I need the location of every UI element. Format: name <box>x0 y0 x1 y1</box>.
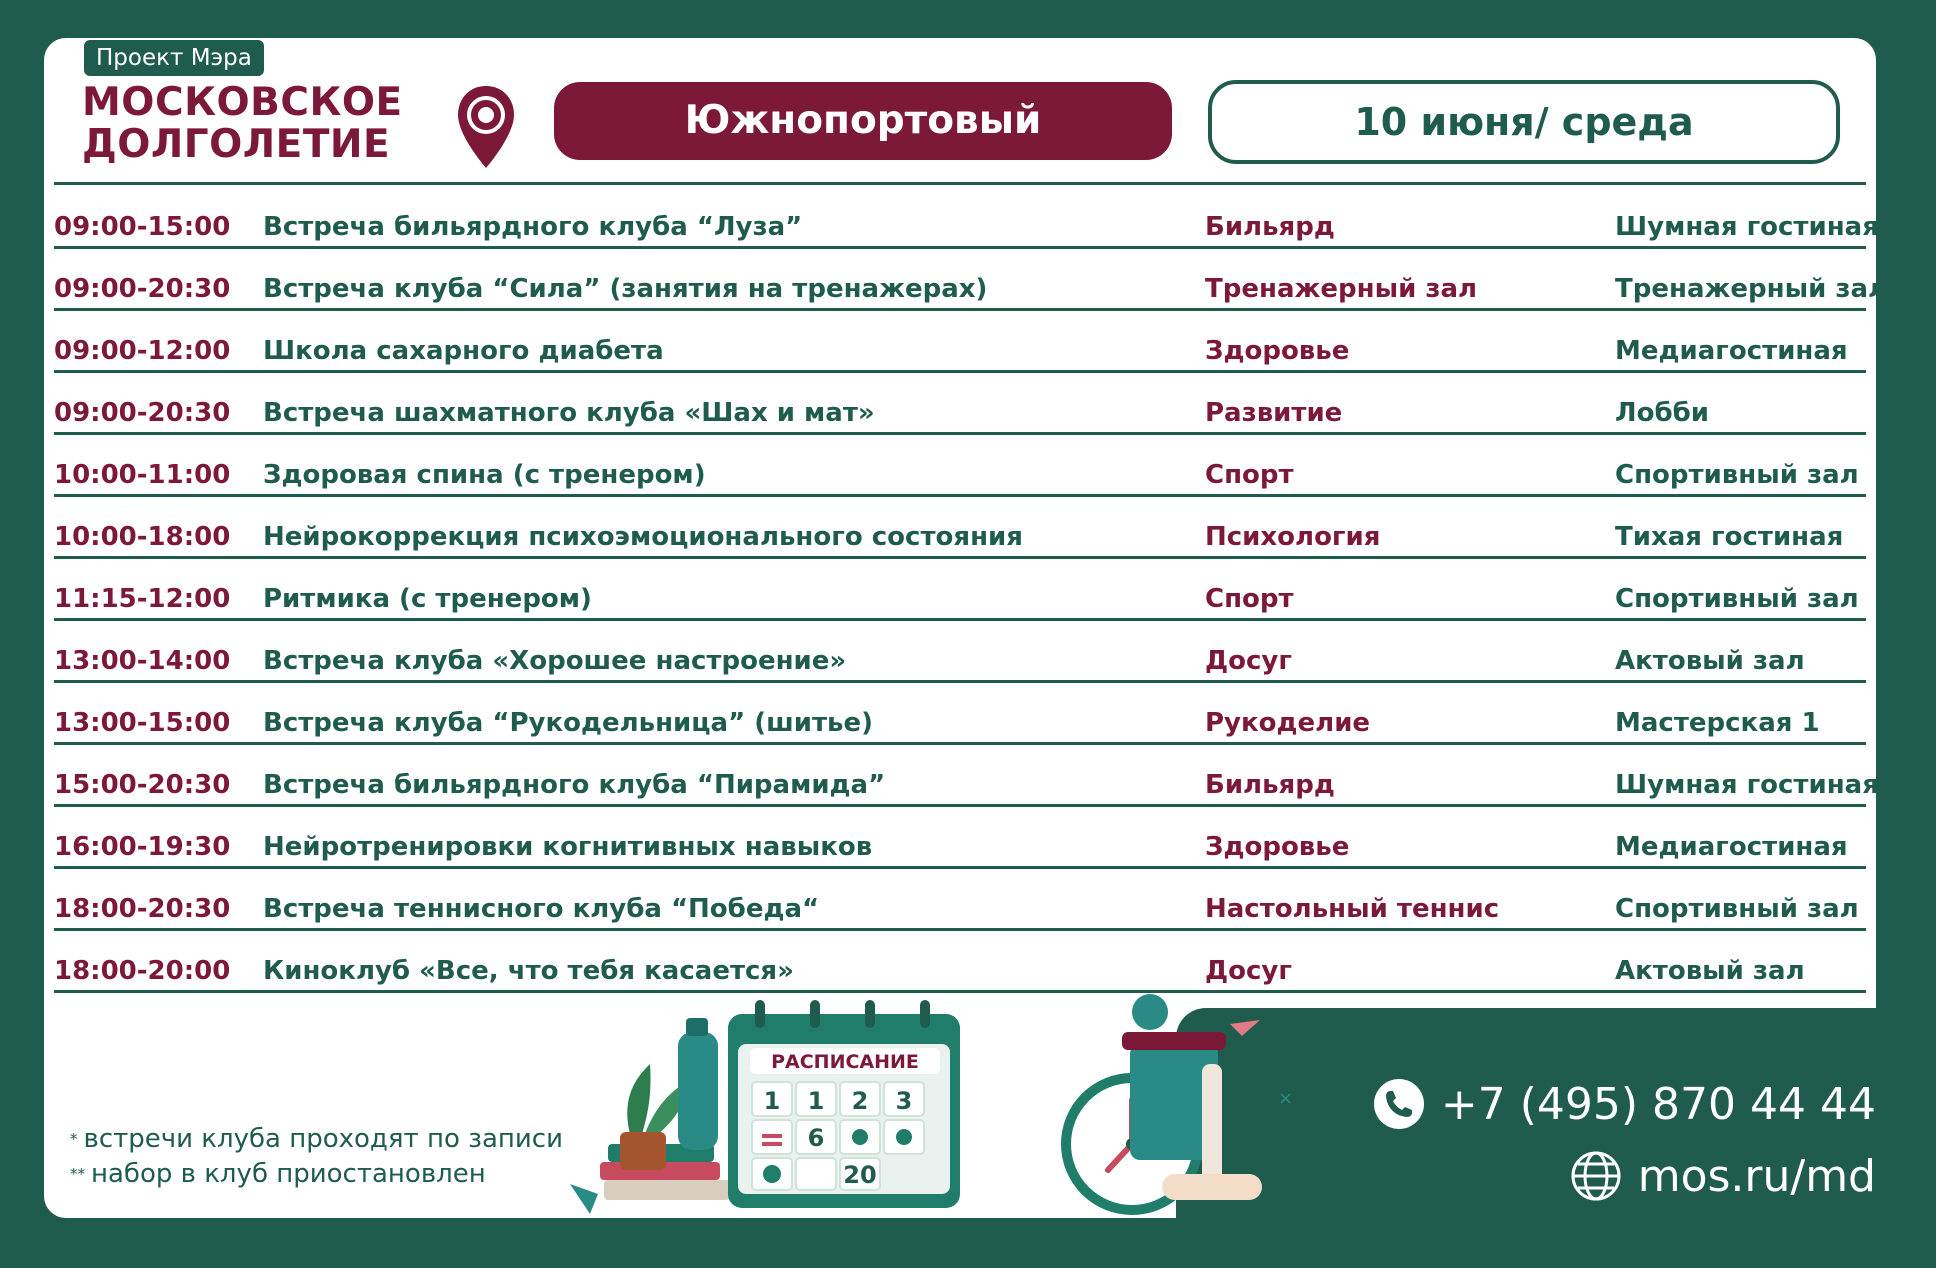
row-room: Спортивный зал <box>1615 584 1859 614</box>
calendar-cell: 2 <box>851 1087 869 1115</box>
calendar-cell: 3 <box>895 1087 913 1115</box>
row-time: 09:00-12:00 <box>54 336 231 366</box>
calendar-cell: 6 <box>807 1124 825 1152</box>
row-title: Встреча теннисного клуба “Победа“ <box>263 894 820 924</box>
row-time: 18:00-20:30 <box>54 894 231 924</box>
row-title: Ритмика (с тренером) <box>263 584 592 614</box>
row-room: Шумная гостиная <box>1615 212 1879 242</box>
footnotes <box>70 1122 563 1192</box>
row-category: Спорт <box>1205 460 1294 490</box>
row-room: Тренажерный зал <box>1615 274 1888 304</box>
schedule-row <box>54 311 1866 373</box>
schedule-row <box>54 869 1866 931</box>
row-title: Здоровая спина (с тренером) <box>263 460 706 490</box>
footnote-1 <box>70 1122 563 1157</box>
row-time: 13:00-14:00 <box>54 646 231 676</box>
logo-line-1: МОСКОВСКОЕ <box>82 80 403 125</box>
row-time: 16:00-19:30 <box>54 832 231 862</box>
row-title: Нейрокоррекция психоэмоционального состояния <box>263 522 1023 552</box>
globe-icon <box>1570 1150 1622 1202</box>
row-time: 09:00-20:30 <box>54 274 231 304</box>
schedule-row <box>54 373 1866 435</box>
project-badge: Проект Мэра <box>84 40 264 76</box>
row-title: Встреча шахматного клуба «Шах и мат» <box>263 398 875 428</box>
schedule-row <box>54 559 1866 621</box>
row-category: Здоровье <box>1205 832 1350 862</box>
row-room: Шумная гостиная <box>1615 770 1879 800</box>
row-category: Бильярд <box>1205 770 1335 800</box>
site-contact[interactable] <box>1570 1150 1876 1202</box>
row-time: 09:00-20:30 <box>54 398 231 428</box>
footnote-mark-2: ** <box>70 1165 85 1183</box>
schedule-row <box>54 187 1879 249</box>
row-room: Актовый зал <box>1615 646 1805 676</box>
footnote-1-text: встречи клуба проходят по записи <box>83 1124 563 1154</box>
calendar-cell: 20 <box>843 1161 877 1189</box>
row-title: Нейротренировки когнитивных навыков <box>263 832 873 862</box>
row-title: Встреча клуба “Сила” (занятия на тренажерах) <box>263 274 988 304</box>
phone-number: +7 (495) 870 44 44 <box>1440 1078 1876 1130</box>
district-name: Южнопортовый <box>554 82 1172 160</box>
row-time: 10:00-18:00 <box>54 522 231 552</box>
row-room: Спортивный зал <box>1615 894 1859 924</box>
website: mos.ru/md <box>1637 1150 1876 1202</box>
row-title: Киноклуб «Все, что тебя касается» <box>263 956 794 986</box>
schedule-row <box>54 683 1866 745</box>
row-time: 13:00-15:00 <box>54 708 231 738</box>
row-room: Спортивный зал <box>1615 460 1859 490</box>
row-category: Психология <box>1205 522 1381 552</box>
row-room: Медиагостиная <box>1615 832 1848 862</box>
schedule-row <box>54 497 1866 559</box>
svg-text:×: × <box>1278 1088 1294 1109</box>
row-category: Досуг <box>1205 956 1292 986</box>
logo-line-2: ДОЛГОЛЕТИЕ <box>82 122 391 167</box>
row-room: Медиагостиная <box>1615 336 1848 366</box>
calendar-cell: 1 <box>807 1087 825 1115</box>
row-category: Бильярд <box>1205 212 1335 242</box>
calendar-cell: 1 <box>763 1087 781 1115</box>
row-room: Актовый зал <box>1615 956 1805 986</box>
row-category: Здоровье <box>1205 336 1350 366</box>
row-room: Мастерская 1 <box>1615 708 1820 738</box>
date-label: 10 июня/ среда <box>1208 80 1840 164</box>
schedule-row <box>54 745 1879 807</box>
calendar-title: РАСПИСАНИЕ <box>771 1051 919 1073</box>
phone-icon <box>1373 1078 1425 1130</box>
schedule-illustration <box>590 984 1294 1224</box>
schedule-row <box>54 807 1866 869</box>
location-pin-icon <box>455 84 517 170</box>
row-time: 10:00-11:00 <box>54 460 231 490</box>
table-top-divider <box>54 182 1866 185</box>
row-category: Настольный теннис <box>1205 894 1500 924</box>
footnote-2 <box>70 1157 563 1192</box>
row-time: 11:15-12:00 <box>54 584 231 614</box>
footnote-mark-1: * <box>70 1130 78 1148</box>
footnote-2-text: набор в клуб приостановлен <box>91 1159 486 1189</box>
schedule-row <box>54 249 1888 311</box>
row-time: 18:00-20:00 <box>54 956 231 986</box>
row-title: Встреча бильярдного клуба “Пирамида” <box>263 770 886 800</box>
row-category: Спорт <box>1205 584 1294 614</box>
row-category: Развитие <box>1205 398 1343 428</box>
logo <box>82 82 403 166</box>
row-title: Встреча бильярдного клуба “Луза” <box>263 212 803 242</box>
row-title: Встреча клуба «Хорошее настроение» <box>263 646 847 676</box>
footer-green-block <box>1176 1008 1936 1268</box>
row-room: Тихая гостиная <box>1615 522 1844 552</box>
schedule-row <box>54 435 1866 497</box>
row-category: Досуг <box>1205 646 1292 676</box>
row-time: 09:00-15:00 <box>54 212 231 242</box>
row-time: 15:00-20:30 <box>54 770 231 800</box>
schedule-row <box>54 621 1866 683</box>
row-category: Тренажерный зал <box>1205 274 1478 304</box>
row-room: Лобби <box>1615 398 1709 428</box>
row-title: Встреча клуба “Рукодельница” (шитье) <box>263 708 873 738</box>
row-category: Рукоделие <box>1205 708 1371 738</box>
row-title: Школа сахарного диабета <box>263 336 664 366</box>
phone-contact[interactable] <box>1373 1078 1876 1130</box>
